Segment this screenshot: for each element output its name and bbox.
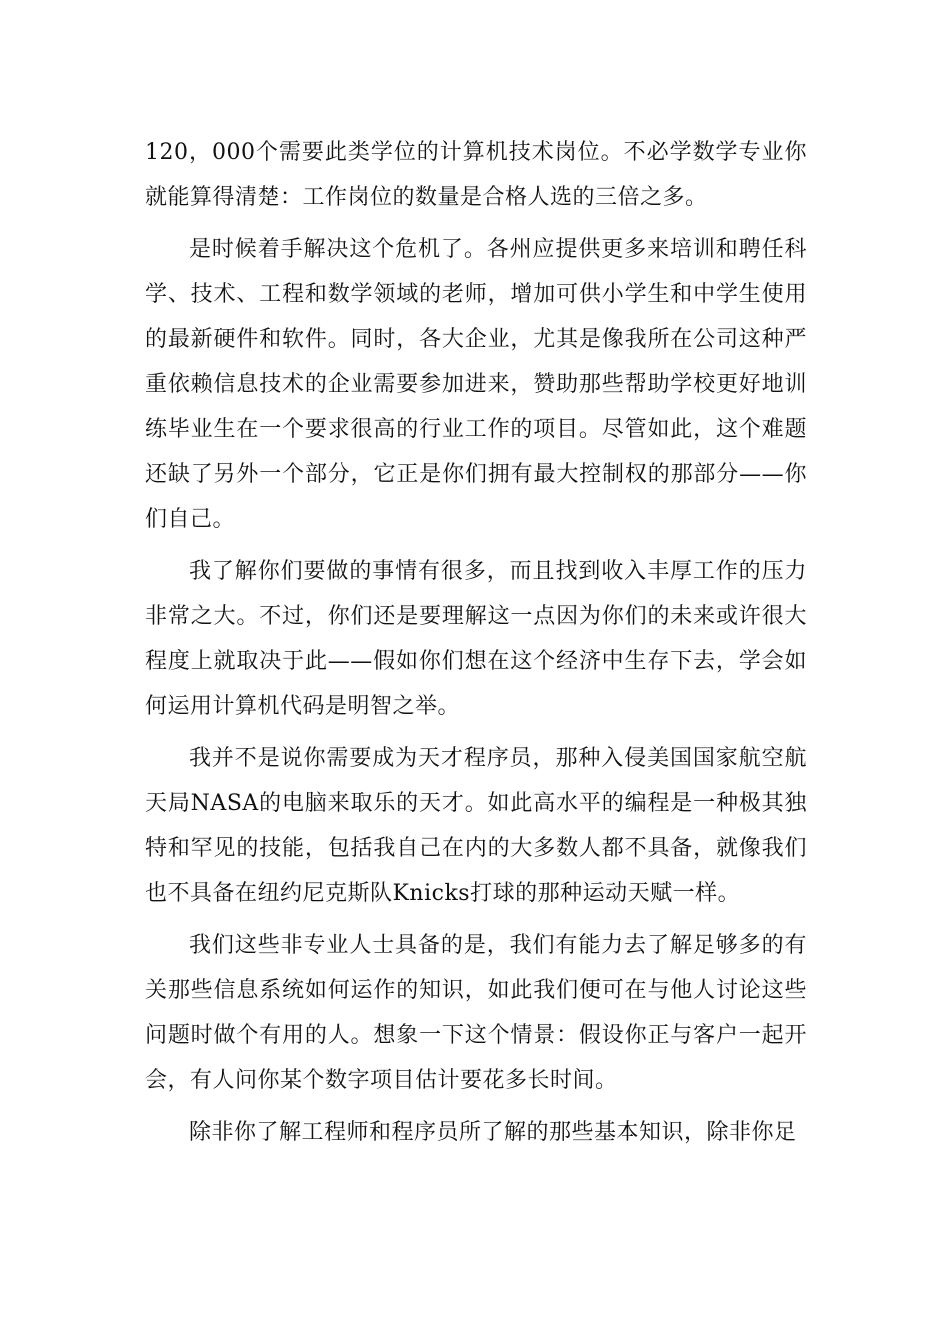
paragraph-2: 是时候着手解决这个危机了。各州应提供更多来培训和聘任科学、技术、工程和数学领域的老师，增加可供小学生和中学生使用的最新硬件和软件。同时，各大企业，尤其是像我所在公司这种严重依赖信息技术的企业需要参加进来，赞助那些帮助学校更好地训练毕业生在一个要求很高的行业工作的项目。尽管如此，这个难题还缺了另外一个部分，它正是你们拥有最大控制权的那部分——你们自己。: [145, 237, 807, 532]
document-page: [145, 130, 807, 1162]
paragraph-4: 我并不是说你需要成为天才程序员，那种入侵美国国家航空航天局NASA的电脑来取乐的天才。如此高水平的编程是一种极其独特和罕见的技能，包括我自己在内的大多数人都不具备，就像我们也不具备在纽约尼克斯队Knicks打球的那种运动天赋一样。: [145, 746, 807, 906]
paragraph-6: 除非你了解工程师和程序员所了解的那些基本知识，除非你足: [189, 1120, 797, 1145]
paragraph-5: 我们这些非专业人士具备的是，我们有能力去了解足够多的有关那些信息系统如何运作的知识，如此我们便可在与他人讨论这些问题时做个有用的人。想象一下这个情景：假设你正与客户一起开会，有人问你某个数字项目估计要花多长时间。: [145, 933, 807, 1093]
paragraph-3: 我了解你们要做的事情有很多，而且找到收入丰厚工作的压力非常之大。不过，你们还是要理解这一点因为你们的未来或许很大程度上就取决于此——假如你们想在这个经济中生存下去，学会如何运用计算机代码是明智之举。: [145, 559, 807, 719]
paragraph-1: 120，000个需要此类学位的计算机技术岗位。不必学数学专业你就能算得清楚：工作岗位的数量是合格人选的三倍之多。: [145, 140, 807, 210]
